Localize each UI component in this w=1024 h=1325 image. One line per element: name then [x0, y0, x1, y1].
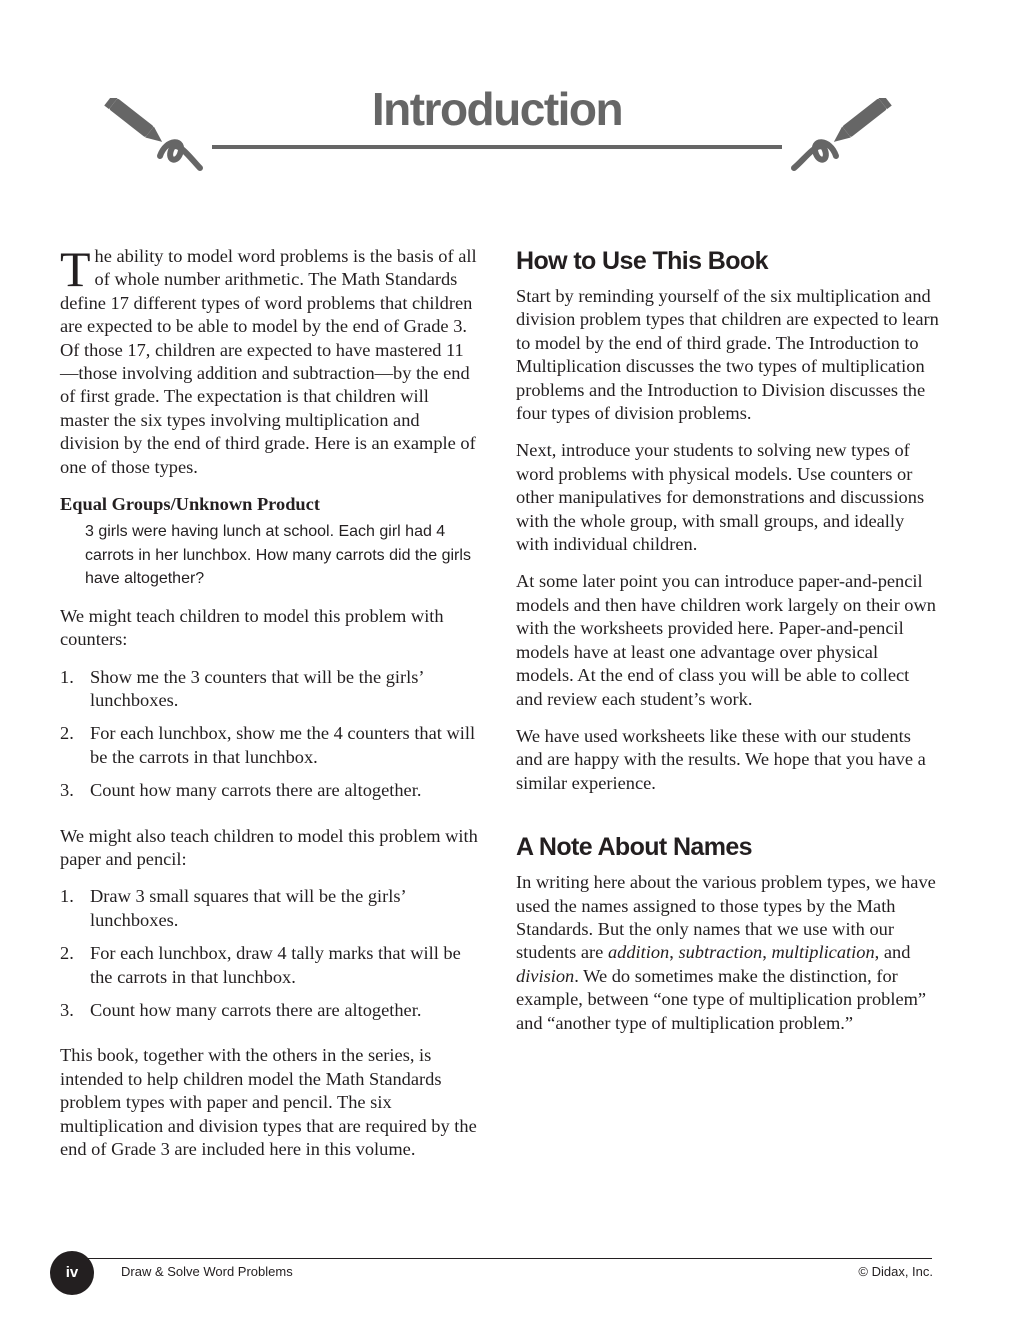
list-item — [60, 942, 482, 989]
counters-steps — [60, 666, 482, 803]
intro-text: he ability to model word problems is the basis of all of whole number arithmetic. The Math Standards define 17 different types of word problems that children are expected to be able to model by the end of Grade 3. Of those 17, children are expected to have mastered 11—those involving addition and subtraction—by the end of first grade. The expectation is that children will master the six types involving multiplication and division by the end of third grade. Here is an example of one of those types. — [60, 246, 477, 477]
footer-book-title: Draw & Solve Word Problems — [121, 1264, 293, 1279]
list-item — [60, 666, 482, 713]
how-paragraph: Start by reminding yourself of the six multiplication and division problem types that children are expected to learn to model by the end of third grade. The Introduction to Multiplication discusses the two types of multiplication problems and the Introduction to Division discusses the four types of division problems. — [516, 286, 939, 424]
list-item — [60, 779, 482, 802]
footer-rule — [70, 1258, 932, 1259]
closing-paragraph: This book, together with the others in the series, is intended to help children model the Math Standards problem types with paper and pencil. The six multiplication and division types that are required by the end of Grade 3 are included here in this volume. — [60, 1045, 477, 1159]
footer-copyright: © Didax, Inc. — [858, 1264, 933, 1279]
step-number: 2. — [60, 943, 74, 964]
step-text: For each lunchbox, draw 4 tally marks that will be the carrots in that lunchbox. — [90, 943, 461, 987]
page-title: Introduction — [371, 83, 623, 135]
names-separator: , — [762, 942, 772, 963]
right-column — [516, 245, 940, 1035]
paper-intro: We might also teach children to model this problem with paper and pencil: — [60, 825, 478, 869]
how-to-use-heading: How to Use This Book — [516, 247, 768, 275]
page-number-badge: iv — [50, 1251, 94, 1295]
title-underline — [212, 145, 782, 149]
step-number: 3. — [60, 780, 74, 801]
names-text: In writing here about the various problem types, we have used the names assigned to those types by the Math Standards. But the only names that we use with our students are — [516, 872, 936, 963]
names-text: . We do sometimes make the distinction, for example, between “one type of multiplication problem” and “another type of multiplication problem.” — [516, 965, 927, 1033]
how-paragraph: We have used worksheets like these with our students and are happy with the results. We hope that you have a similar experience. — [516, 725, 926, 793]
step-number: 3. — [60, 999, 74, 1020]
step-text: Count how many carrots there are altogether. — [90, 999, 422, 1020]
step-text: Count how many carrots there are altogether. — [90, 780, 422, 801]
names-paragraph — [516, 871, 940, 1035]
how-paragraph: Next, introduce your students to solving new types of word problems with physical models. Use counters or other manipulatives for demonstrations and discussions with the whole group, with small groups, and ideally with individual children. — [516, 440, 925, 555]
how-paragraph: At some later point you can introduce paper-and-pencil models and then have children work largely on their own with the worksheets provided here. Paper-and-pencil models have at least one advantage over physical models. At the end of class you will be able to collect and review each student’s work. — [516, 571, 936, 709]
term-division: division — [516, 965, 575, 986]
drop-cap: T — [60, 241, 91, 297]
step-text: For each lunchbox, show me the 4 counters that will be the carrots in that lunchbox. — [90, 723, 476, 767]
step-text: Draw 3 small squares that will be the girls’ lunchboxes. — [90, 886, 406, 930]
term-multiplication: multiplication — [771, 942, 875, 963]
step-number: 1. — [60, 666, 74, 687]
names-separator: , — [669, 942, 679, 963]
intro-paragraph — [60, 241, 482, 479]
list-item — [60, 722, 482, 769]
names-separator: , and — [874, 942, 911, 963]
example-problem: 3 girls were having lunch at school. Each girl had 4 carrots in her lunchbox. How many carrots did the girls have altogether? — [85, 523, 471, 588]
example-heading: Equal Groups/Unknown Product — [60, 494, 320, 515]
left-column — [60, 241, 482, 1161]
list-item — [60, 885, 482, 932]
term-addition: addition — [607, 942, 670, 963]
term-subtraction: subtraction — [678, 942, 763, 963]
note-about-names-heading: A Note About Names — [516, 833, 752, 862]
step-number: 2. — [60, 723, 74, 744]
step-number: 1. — [60, 886, 74, 907]
step-text: Show me the 3 counters that will be the girls’ lunchboxes. — [90, 666, 424, 710]
list-item — [60, 999, 482, 1022]
counters-intro: We might teach children to model this problem with counters: — [60, 605, 444, 650]
pencil-scribble-icon — [786, 98, 896, 183]
paper-steps — [60, 885, 482, 1022]
